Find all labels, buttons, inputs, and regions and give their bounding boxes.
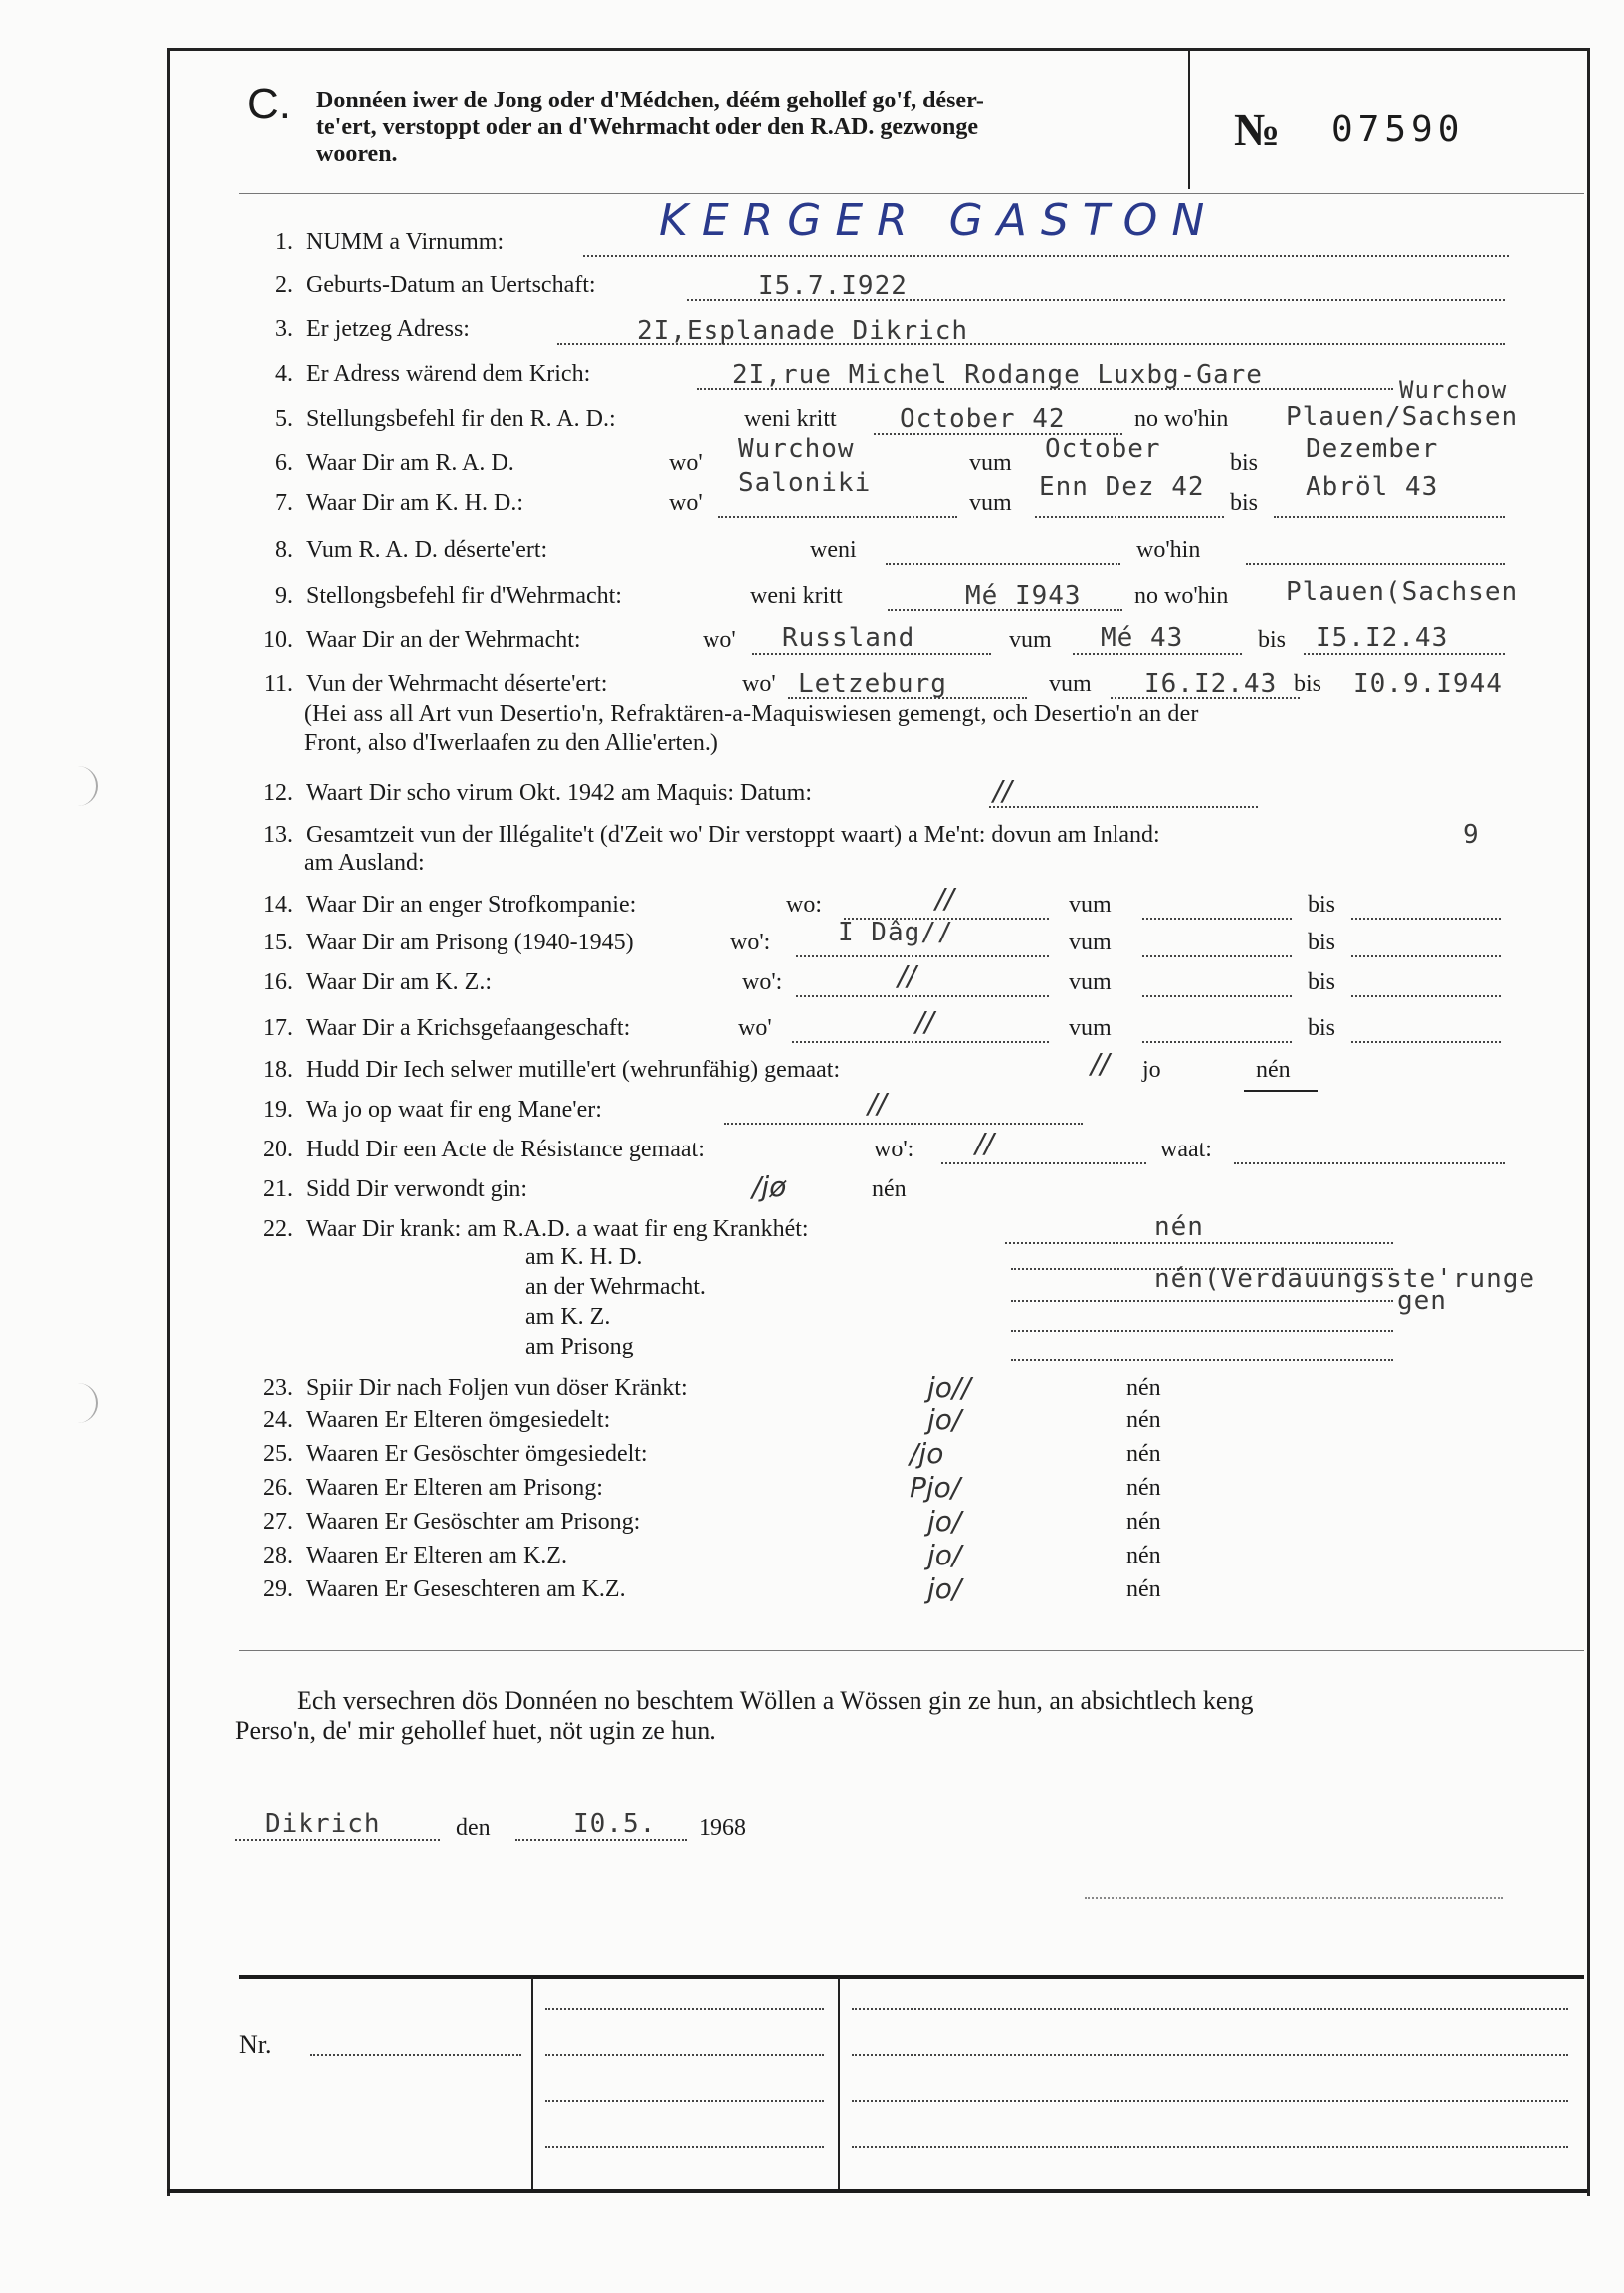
row-19-line xyxy=(724,1123,1083,1125)
row-19-label: 19. Wa jo op waat fir eng Mane'er: xyxy=(263,1097,602,1123)
row-15-bis: bis xyxy=(1308,930,1336,955)
row-20-label: 20. Hudd Dir een Acte de Résistance gemaat: xyxy=(263,1137,705,1162)
row-28-label: 28. Waaren Er Elteren am K.Z. xyxy=(263,1543,567,1568)
desertion-from-value[interactable]: I6.I2.43 xyxy=(1144,669,1278,699)
row-13-label: 13. Gesamtzeit vun der Illégalite't (d'Zeit wo' Dir verstoppt waart) a Me'nt: dovun am Inland: xyxy=(263,822,1160,848)
signature-year: 1968 xyxy=(699,1815,746,1841)
mutilation-mark[interactable]: // xyxy=(1091,1047,1110,1080)
row-10-wo-line xyxy=(752,653,991,655)
row-7-wo-line xyxy=(718,516,957,518)
section-letter: C. xyxy=(247,80,291,128)
row-18-nen: nén xyxy=(1256,1057,1291,1083)
row-6-vum: vum xyxy=(969,450,1012,476)
row-6-label: 6. Waar Dir am R. A. D. xyxy=(275,450,514,476)
rad-to-value[interactable]: Dezember xyxy=(1306,434,1439,464)
footer-cell-line xyxy=(545,2054,824,2056)
row-16-bis-line xyxy=(1351,995,1501,997)
row-28-nen: nén xyxy=(1126,1543,1161,1568)
row-13-ausland: am Ausland: xyxy=(304,850,425,876)
row-29-label: 29. Waaren Er Geseschteren am K.Z. xyxy=(263,1576,626,1602)
footer-cell-line xyxy=(852,2008,1568,2010)
declaration-text: Ech versechren dös Donnéen no beschtem Wöllen a Wössen gin ze hun, an absichtlech keng xyxy=(297,1686,1254,1715)
signature-place-line xyxy=(235,1839,440,1841)
row-11-bis: bis xyxy=(1294,671,1322,697)
war-address-value[interactable]: 2I,rue Michel Rodange Luxbg-Gare xyxy=(732,360,1263,390)
khd-from-value[interactable]: Enn Dez 42 xyxy=(1039,472,1205,502)
row-8-weni-line xyxy=(886,563,1120,565)
form-title-line: wooren. xyxy=(316,141,398,167)
row-26-label: 26. Waaren Er Elteren am Prisong: xyxy=(263,1475,603,1501)
wehrmacht-from-value[interactable]: Mé 43 xyxy=(1101,623,1184,653)
footer-divider xyxy=(838,1977,840,2189)
row-10-bis: bis xyxy=(1258,627,1287,653)
row-6-bis: bis xyxy=(1230,450,1259,476)
header-rule xyxy=(239,193,1584,194)
row-22-sub: am K. Z. xyxy=(525,1304,611,1330)
row-1-line xyxy=(583,255,1509,257)
row-4-label: 4. Er Adress wärend dem Krich: xyxy=(275,361,591,387)
row-11-wo: wo' xyxy=(742,671,776,697)
row-2-label: 2. Geburts-Datum an Uertschaft: xyxy=(275,272,596,298)
row-14-wo: wo: xyxy=(786,892,822,918)
row-22-label: 22. Waar Dir krank: am R.A.D. a waat fir eng Krankhét: xyxy=(263,1216,809,1242)
footer-divider xyxy=(531,1977,533,2189)
row-24-jo[interactable]: jo/ xyxy=(927,1403,962,1436)
row-17-vum: vum xyxy=(1069,1015,1112,1041)
row-7-wo: wo' xyxy=(669,490,703,516)
row-11-note: (Hei ass all Art vun Desertio'n, Refraktären-a-Maquiswiesen gemengt, och Desertio'n an der xyxy=(304,701,1199,727)
row-20-wo-line xyxy=(941,1162,1146,1164)
row-18-nen-underline xyxy=(1244,1090,1318,1092)
row-15-vum: vum xyxy=(1069,930,1112,955)
row-17-bis-line xyxy=(1351,1041,1501,1043)
row-9-no-wohin: no wo'hin xyxy=(1134,583,1229,609)
row-22-line xyxy=(1011,1359,1393,1361)
row-7-bis: bis xyxy=(1230,490,1259,516)
desertion-to-value[interactable]: I0.9.I944 xyxy=(1353,669,1503,699)
row-16-vum: vum xyxy=(1069,969,1112,995)
manner-value[interactable]: // xyxy=(868,1087,887,1120)
row-22-sub: am Prisong xyxy=(525,1334,634,1359)
row-3-label: 3. Er jetzeg Adress: xyxy=(275,316,470,342)
row-8-wohin: wo'hin xyxy=(1136,537,1201,563)
row-25-jo[interactable]: /jo xyxy=(910,1437,944,1470)
row-18-label: 18. Hudd Dir Iech selwer mutille'ert (wehrunfähig) gemaat: xyxy=(263,1057,841,1083)
form-title-line: te'ert, verstoppt oder an d'Wehrmacht oder den R.AD. gezwonge xyxy=(316,114,979,140)
footer-cell-line xyxy=(852,2054,1568,2056)
signature-date-line xyxy=(515,1839,687,1841)
row-9-weni: weni kritt xyxy=(750,583,843,609)
punch-hole-bottom xyxy=(78,1383,98,1423)
row-21-nen: nén xyxy=(872,1176,907,1202)
row-23-label: 23. Spiir Dir nach Foljen vun döser Kränkt: xyxy=(263,1375,688,1401)
row-7-label: 7. Waar Dir am K. H. D.: xyxy=(275,490,524,516)
row-26-jo[interactable]: Pjo/ xyxy=(910,1471,961,1504)
signature-line xyxy=(1085,1897,1503,1899)
maquis-date-value[interactable]: // xyxy=(993,774,1012,807)
row-7-vum-line xyxy=(1035,516,1224,518)
row-16-wo-line xyxy=(796,995,1049,997)
form-title xyxy=(316,88,984,168)
row-11-note: Front, also d'Iwerlaafen zu den Allie'erten.) xyxy=(304,730,718,756)
row-22-sub: an der Wehrmacht. xyxy=(525,1274,706,1300)
row-17-bis: bis xyxy=(1308,1015,1336,1041)
row-25-label: 25. Waaren Er Gesöschter ömgesiedelt: xyxy=(263,1441,648,1467)
row-18-jo: jo xyxy=(1142,1057,1161,1083)
row-27-label: 27. Waaren Er Gesöschter am Prisong: xyxy=(263,1509,641,1535)
punishment-company-value[interactable]: // xyxy=(935,882,954,915)
illness-wehrmacht-value[interactable]: nén(Verdauungsste'runge xyxy=(1154,1264,1536,1294)
rad-place-value[interactable]: Wurchow xyxy=(738,434,855,464)
row-27-nen: nén xyxy=(1126,1509,1161,1535)
row-25-nen: nén xyxy=(1126,1441,1161,1467)
prison-value[interactable]: I Dâg// xyxy=(838,918,954,947)
row-22-line xyxy=(1011,1300,1393,1302)
row-6-wo: wo' xyxy=(669,450,703,476)
wehrmacht-to-value[interactable]: I5.I2.43 xyxy=(1316,623,1449,653)
number-sign: № xyxy=(1234,104,1281,155)
row-15-wo-line xyxy=(796,955,1049,957)
form-number: 07590 xyxy=(1331,109,1465,150)
row-24-nen: nén xyxy=(1126,1407,1161,1433)
row-14-vum: vum xyxy=(1069,892,1112,918)
row-22-line xyxy=(1011,1330,1393,1332)
row-20-waat: waat: xyxy=(1160,1137,1212,1162)
row-15-bis-line xyxy=(1351,955,1501,957)
row-7-bis-line xyxy=(1274,516,1505,518)
rad-order-date-value[interactable]: October 42 xyxy=(900,404,1066,434)
row-16-vum-line xyxy=(1142,995,1292,997)
row-15-vum-line xyxy=(1142,955,1292,957)
footer-cell-line xyxy=(545,2146,824,2148)
form-title-line: Donnéen iwer de Jong oder d'Médchen, déém gehollef go'f, déser- xyxy=(316,88,984,113)
declaration-text: Perso'n, de' mir gehollef huet, nöt ugin ze hun. xyxy=(235,1716,716,1745)
footer-nr-label: Nr. xyxy=(239,2030,272,2059)
row-8-label: 8. Vum R. A. D. déserte'ert: xyxy=(275,537,548,563)
header-divider xyxy=(1188,50,1190,189)
row-5-label: 5. Stellungsbefehl fir den R. A. D.: xyxy=(275,406,616,432)
row-22-line xyxy=(1005,1242,1393,1244)
row-14-label: 14. Waar Dir an enger Strofkompanie: xyxy=(263,892,637,918)
row-12-label: 12. Waart Dir scho virum Okt. 1942 am Maquis: Datum: xyxy=(263,780,812,806)
kz-value[interactable]: // xyxy=(898,959,916,992)
row-20-wo: wo': xyxy=(874,1137,914,1162)
row-20-waat-line xyxy=(1234,1162,1505,1164)
punch-hole-top xyxy=(78,766,98,806)
resistance-value[interactable]: // xyxy=(975,1127,994,1159)
illness-wehrmacht-value-cont: gen xyxy=(1397,1286,1447,1316)
row-12-line xyxy=(989,806,1258,808)
footer-nr-line xyxy=(310,2054,521,2056)
khd-to-value[interactable]: Abröl 43 xyxy=(1306,472,1439,502)
row-10-label: 10. Waar Dir an der Wehrmacht: xyxy=(263,627,581,653)
khd-place-value[interactable]: Saloniki xyxy=(738,468,872,498)
row-16-wo: wo': xyxy=(742,969,783,995)
row-10-bis-line xyxy=(1304,653,1505,655)
row-10-vum: vum xyxy=(1009,627,1052,653)
row-10-wo: wo' xyxy=(703,627,736,653)
illegality-inland-value[interactable]: 9 xyxy=(1463,820,1480,850)
row-16-bis: bis xyxy=(1308,969,1336,995)
row-26-nen: nén xyxy=(1126,1475,1161,1501)
wehrmacht-place-value[interactable]: Russland xyxy=(782,623,915,653)
signature-den: den xyxy=(456,1815,491,1841)
row-14-bis-line xyxy=(1351,918,1501,920)
row-17-vum-line xyxy=(1142,1041,1292,1043)
war-address-extra: Wurchow xyxy=(1399,376,1508,404)
row-9-label: 9. Stellongsbefehl fir d'Wehrmacht: xyxy=(275,583,622,609)
rad-order-place-value[interactable]: Plauen/Sachsen xyxy=(1286,402,1519,432)
footer-cell-line xyxy=(852,2146,1568,2148)
desertion-place-value[interactable]: Letzeburg xyxy=(798,669,947,699)
row-22-sub: am K. H. D. xyxy=(525,1244,643,1270)
row-17-wo: wo' xyxy=(738,1015,772,1041)
row-21-label: 21. Sidd Dir verwondt gin: xyxy=(263,1176,527,1202)
rad-from-value[interactable]: October xyxy=(1045,434,1161,464)
declaration-rule xyxy=(239,1650,1584,1651)
row-23-nen: nén xyxy=(1126,1375,1161,1401)
row-15-label: 15. Waar Dir am Prisong (1940-1945) xyxy=(263,930,634,955)
row-29-jo[interactable]: jo/ xyxy=(927,1572,962,1605)
row-8-weni: weni xyxy=(810,537,857,563)
row-23-jo[interactable]: jo// xyxy=(927,1371,971,1404)
row-27-jo[interactable]: jo/ xyxy=(927,1505,962,1538)
footer-rule-bottom xyxy=(167,2189,1587,2193)
row-24-label: 24. Waaren Er Elteren ömgesiedelt: xyxy=(263,1407,611,1433)
row-14-vum-line xyxy=(1142,918,1292,920)
row-15-wo: wo': xyxy=(730,930,771,955)
footer-cell-line xyxy=(545,2100,824,2102)
wounded-jo[interactable]: /jø xyxy=(752,1170,787,1203)
signature-place[interactable]: Dikrich xyxy=(265,1809,381,1839)
row-17-label: 17. Waar Dir a Krichsgefaangeschaft: xyxy=(263,1015,631,1041)
row-28-jo[interactable]: jo/ xyxy=(927,1539,962,1571)
illness-rad-value[interactable]: nén xyxy=(1154,1212,1204,1242)
row-14-bis: bis xyxy=(1308,892,1336,918)
row-5-weni: weni kritt xyxy=(744,406,837,432)
row-11-label: 11. Vun der Wehrmacht déserte'ert: xyxy=(263,671,608,697)
footer-cell-line xyxy=(545,2008,824,2010)
pow-value[interactable]: // xyxy=(915,1005,934,1038)
footer-rule-top xyxy=(239,1975,1584,1979)
row-29-nen: nén xyxy=(1126,1576,1161,1602)
name-value[interactable]: KERGER GASTON xyxy=(659,195,1219,246)
row-8-wohin-line xyxy=(1246,563,1505,565)
row-11-vum: vum xyxy=(1049,671,1092,697)
row-16-label: 16. Waar Dir am K. Z.: xyxy=(263,969,492,995)
footer-cell-line xyxy=(852,2100,1568,2102)
birth-date-value[interactable]: I5.7.I922 xyxy=(758,271,908,301)
row-1-label: 1. NUMM a Virnumm: xyxy=(275,229,505,255)
row-17-wo-line xyxy=(792,1041,1049,1043)
wehrmacht-order-place-value[interactable]: Plauen(Sachsen xyxy=(1286,577,1519,607)
row-10-vum-line xyxy=(1073,653,1242,655)
current-address-value[interactable]: 2I,Esplanade Dikrich xyxy=(637,316,969,346)
wehrmacht-order-date-value[interactable]: Mé I943 xyxy=(965,581,1082,611)
signature-date[interactable]: I0.5. xyxy=(573,1809,657,1839)
row-7-vum: vum xyxy=(969,490,1012,516)
row-5-no-wohin: no wo'hin xyxy=(1134,406,1229,432)
